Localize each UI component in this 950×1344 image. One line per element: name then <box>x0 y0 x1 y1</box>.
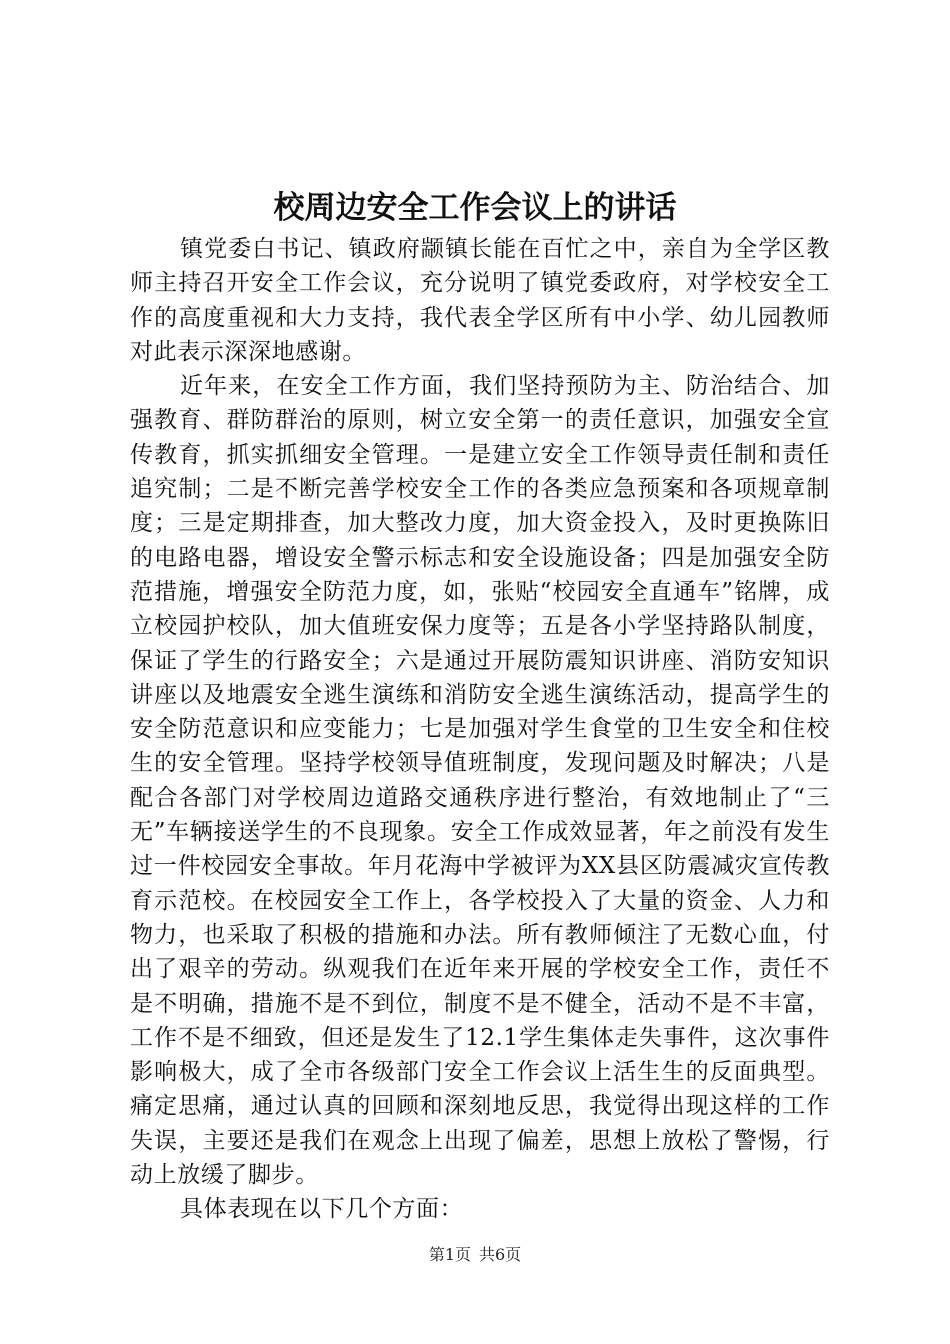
document-body <box>130 232 830 1227</box>
page-total: 共6页 <box>479 1245 522 1264</box>
page-footer <box>0 1243 950 1267</box>
page-number: 第1页 <box>428 1245 471 1264</box>
document-title: 校周边安全工作会议上的讲话 <box>273 190 677 226</box>
paragraph-1: 镇党委白书记、镇政府颛镇长能在百忙之中，亲自为全学区教师主持召开安全工作会议，充分说明了镇党委政府，对学校安全工作的高度重视和大力支持，我代表全学区所有中小学、幼儿园教师对此表示深深地感谢。 <box>130 236 830 365</box>
paragraph-3: 具体表现在以下几个方面： <box>180 1196 464 1223</box>
paragraph-2: 近年来，在安全工作方面，我们坚持预防为主、防治结合、加强教育、群防群治的原则，树立安全第一的责任意识，加强安全宣传教育，抓实抓细安全管理。一是建立安全工作领导责任制和责任追究制；二是不断完善学校安全工作的各类应急预案和各项规章制度；三是定期排查，加大整改力度，加大资金投入，及时更换陈旧的电路电器，增设安全警示标志和安全设施设备；四是加强安全防范措施，增强安全防范力度，如，张贴“校园安全直通车”铭牌，成立校园护校队，加大值班安保力度等；五是各小学坚持路队制度，保证了学生的行路安全；六是通过开展防震知识讲座、消防安知识讲座以及地震安全逃生演练和消防安全逃生演练活动，提高学生的安全防范意识和应变能力；七是加强对学生食堂的卫生安全和住校生的安全管理。坚持学校领导值班制度，发现问题及时解决；八是配合各部门对学校周边道路交通秩序进行整治，有效地制止了“三无”车辆接送学生的不良现象。安全工作成效显著，年之前没有发生过一件校园安全事故。年月花海中学被评为XX县区防震减灾宣传教育示范校。在校园安全工作上，各学校投入了大量的资金、人力和物力，也采取了积极的措施和办法。所有教师倾注了无数心血，付出了艰辛的劳动。纵观我们在近年来开展的学校安全工作，责任不是不明确，措施不是不到位，制度不是不健全，活动不是不丰富，工作不是不细致，但还是发生了12.1学生集体走失事件，这次事件影响极大，成了全市各级部门安全工作会议上活生生的反面典型。痛定思痛，通过认真的回顾和深刻地反思，我觉得出现这样的工作失误，主要还是我们在观念上出现了偏差，思想上放松了警惕，行动上放缓了脚步。 <box>130 373 830 1189</box>
